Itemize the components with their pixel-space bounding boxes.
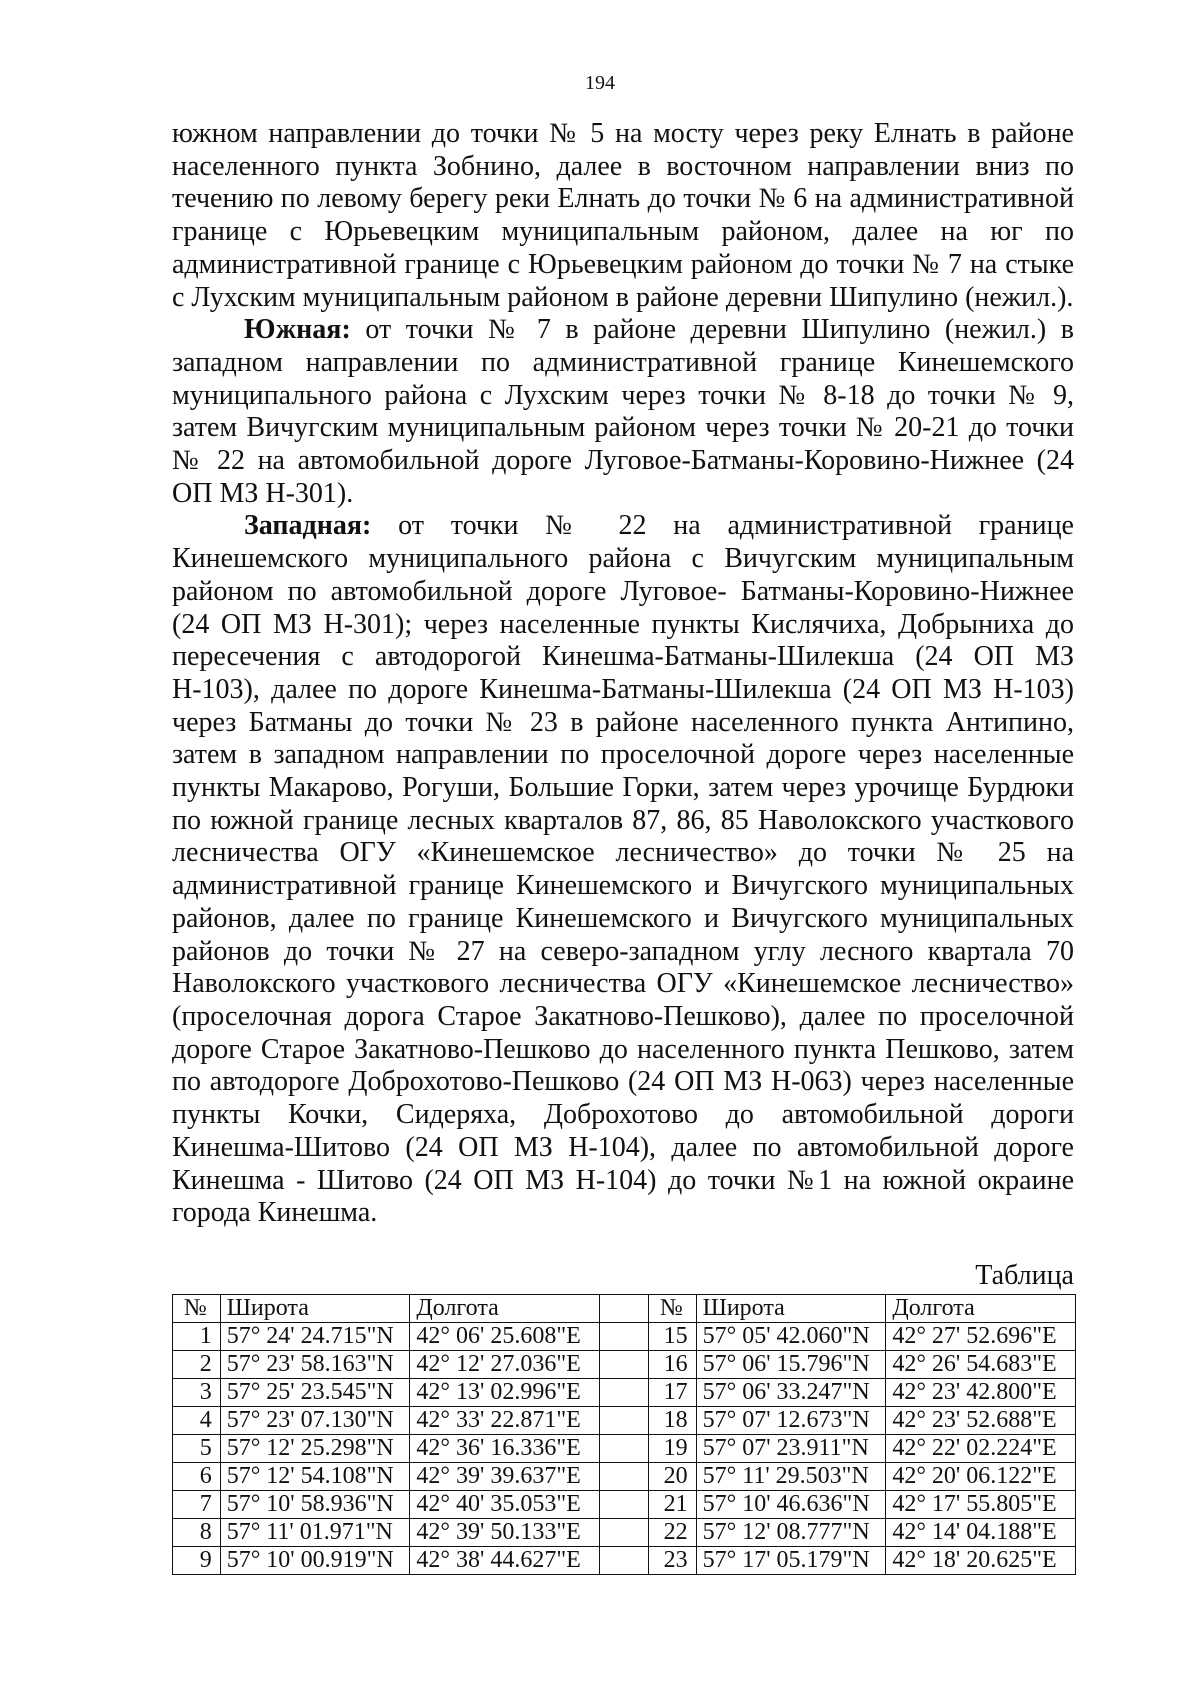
cell-number: 21 bbox=[648, 1491, 696, 1519]
cell-gap bbox=[600, 1351, 649, 1379]
cell-longitude: 42° 14' 04.188"E bbox=[886, 1519, 1076, 1547]
header-number: № bbox=[173, 1295, 221, 1323]
cell-number: 23 bbox=[648, 1547, 696, 1575]
cell-number: 5 bbox=[173, 1435, 221, 1463]
paragraph-continuation bbox=[172, 118, 1074, 314]
coordinates-table bbox=[172, 1294, 1076, 1575]
cell-latitude: 57° 23' 58.163"N bbox=[220, 1351, 410, 1379]
table-row bbox=[173, 1491, 1076, 1519]
header-number: № bbox=[648, 1295, 696, 1323]
cell-longitude: 42° 40' 35.053"E bbox=[410, 1491, 600, 1519]
paragraph-text: от точки № 22 на административной границе Кинешемского муниципального района с Вичугским муниципальным районом по автомобильной дороге Луговое- Батманы-Коровино-Нижнее (24 ОП МЗ Н-301); через населенные пункты Кислячиха, Добрыниха до пересечения с автодорогой Кинешма-Батманы-Шилекша (24 ОП МЗ Н-103), далее по дороге Кинешма-Батманы-Шилекша (24 ОП МЗ Н-103) через Батманы до точки № 23 в районе населенного пункта Антипино, затем в западном направлении по проселочной дороге через населенные пункты Макарово, Рогуши, Большие Горки, затем через урочище Бурдюки по южной границе лесных кварталов 87, 86, 85 Наволокского участкового лесничества ОГУ «Кинешемское лесничество» до точки № 25 на административной границе Кинешемского и Вичугского муниципальных районов, далее по границе Кинешемского и Вичугского муниципальных районов до точки № 27 на северо-западном углу лесного квартала 70 Наволокского участкового лесничества ОГУ «Кинешемское лесничество» (проселочная дорога Старое Закатново-Пешково), далее по проселочной дороге Старое Закатново-Пешково до населенного пункта Пешково, затем по автодороге Доброхотово-Пешково (24 ОП МЗ Н-063) через населенные пункты Кочки, Сидеряха, Доброхотово до автомобильной дороги Кинешма-Шитово (24 ОП МЗ Н-104), далее по автомобильной дороге Кинешма - Шитово (24 ОП МЗ Н-104) до точки №1 на южной окраине города Кинешма. bbox=[172, 510, 1074, 1229]
cell-latitude: 57° 07' 12.673"N bbox=[696, 1407, 886, 1435]
cell-longitude: 42° 23' 52.688"E bbox=[886, 1407, 1076, 1435]
cell-longitude: 42° 17' 55.805"E bbox=[886, 1491, 1076, 1519]
cell-number: 1 bbox=[173, 1323, 221, 1351]
cell-latitude: 57° 12' 25.298"N bbox=[220, 1435, 410, 1463]
cell-latitude: 57° 11' 29.503"N bbox=[696, 1463, 886, 1491]
cell-number: 9 bbox=[173, 1547, 221, 1575]
cell-gap bbox=[600, 1519, 649, 1547]
cell-number: 6 bbox=[173, 1463, 221, 1491]
cell-latitude: 57° 17' 05.179"N bbox=[696, 1547, 886, 1575]
cell-gap bbox=[600, 1323, 649, 1351]
cell-longitude: 42° 18' 20.625"E bbox=[886, 1547, 1076, 1575]
cell-number: 8 bbox=[173, 1519, 221, 1547]
cell-latitude: 57° 07' 23.911"N bbox=[696, 1435, 886, 1463]
cell-longitude: 42° 38' 44.627"E bbox=[410, 1547, 600, 1575]
section-heading-south: Южная: bbox=[244, 314, 351, 346]
document-body bbox=[172, 118, 1074, 1230]
header-latitude: Широта bbox=[696, 1295, 886, 1323]
cell-latitude: 57° 23' 07.130"N bbox=[220, 1407, 410, 1435]
paragraph-south bbox=[172, 314, 1074, 510]
cell-number: 2 bbox=[173, 1351, 221, 1379]
table-row bbox=[173, 1519, 1076, 1547]
cell-longitude: 42° 20' 06.122"E bbox=[886, 1463, 1076, 1491]
cell-latitude: 57° 10' 46.636"N bbox=[696, 1491, 886, 1519]
cell-number: 15 bbox=[648, 1323, 696, 1351]
cell-longitude: 42° 12' 27.036"E bbox=[410, 1351, 600, 1379]
cell-number: 20 bbox=[648, 1463, 696, 1491]
cell-gap bbox=[600, 1379, 649, 1407]
cell-number: 4 bbox=[173, 1407, 221, 1435]
cell-longitude: 42° 39' 50.133"E bbox=[410, 1519, 600, 1547]
cell-number: 7 bbox=[173, 1491, 221, 1519]
cell-number: 19 bbox=[648, 1435, 696, 1463]
cell-longitude: 42° 33' 22.871"E bbox=[410, 1407, 600, 1435]
header-longitude: Долгота bbox=[410, 1295, 600, 1323]
cell-longitude: 42° 23' 42.800"E bbox=[886, 1379, 1076, 1407]
cell-number: 3 bbox=[173, 1379, 221, 1407]
table-row bbox=[173, 1435, 1076, 1463]
cell-latitude: 57° 10' 00.919"N bbox=[220, 1547, 410, 1575]
cell-number: 18 bbox=[648, 1407, 696, 1435]
cell-latitude: 57° 12' 54.108"N bbox=[220, 1463, 410, 1491]
cell-longitude: 42° 39' 39.637"E bbox=[410, 1463, 600, 1491]
cell-longitude: 42° 06' 25.608"E bbox=[410, 1323, 600, 1351]
header-latitude: Широта bbox=[220, 1295, 410, 1323]
cell-longitude: 42° 27' 52.696"E bbox=[886, 1323, 1076, 1351]
cell-longitude: 42° 22' 02.224"E bbox=[886, 1435, 1076, 1463]
cell-latitude: 57° 24' 24.715"N bbox=[220, 1323, 410, 1351]
cell-gap bbox=[600, 1463, 649, 1491]
cell-gap bbox=[600, 1547, 649, 1575]
table-body bbox=[173, 1323, 1076, 1575]
table-row bbox=[173, 1407, 1076, 1435]
cell-latitude: 57° 11' 01.971"N bbox=[220, 1519, 410, 1547]
table-header-row bbox=[173, 1295, 1076, 1323]
cell-latitude: 57° 25' 23.545"N bbox=[220, 1379, 410, 1407]
header-longitude: Долгота bbox=[886, 1295, 1076, 1323]
table-caption: Таблица bbox=[975, 1260, 1074, 1291]
cell-gap bbox=[600, 1491, 649, 1519]
table-row bbox=[173, 1463, 1076, 1491]
cell-gap bbox=[600, 1435, 649, 1463]
cell-number: 22 bbox=[648, 1519, 696, 1547]
header-gap bbox=[600, 1295, 649, 1323]
table-row bbox=[173, 1323, 1076, 1351]
cell-latitude: 57° 06' 33.247"N bbox=[696, 1379, 886, 1407]
paragraph-text: южном направлении до точки № 5 на мосту через реку Елнать в районе населенного пункта Зобнино, далее в восточном направлении вниз по течению по левому берегу реки Елнать до точки № 6 на административной границе с Юрьевецким муниципальным районом, далее на юг по административной границе с Юрьевецким районом до точки № 7 на стыке с Лухским муниципальным районом в районе деревни Шипулино (нежил.). bbox=[172, 118, 1074, 313]
paragraph-west bbox=[172, 510, 1074, 1229]
cell-longitude: 42° 36' 16.336"E bbox=[410, 1435, 600, 1463]
cell-longitude: 42° 13' 02.996"E bbox=[410, 1379, 600, 1407]
section-heading-west: Западная: bbox=[244, 510, 372, 542]
cell-number: 16 bbox=[648, 1351, 696, 1379]
cell-latitude: 57° 12' 08.777"N bbox=[696, 1519, 886, 1547]
cell-latitude: 57° 10' 58.936"N bbox=[220, 1491, 410, 1519]
cell-number: 17 bbox=[648, 1379, 696, 1407]
table-row bbox=[173, 1547, 1076, 1575]
paragraph-text: от точки № 7 в районе деревни Шипулино (нежил.) в западном направлении по административной границе Кинешемского муниципального района с Лухским через точки № 8-18 до точки № 9, затем Вичугским муниципальным районом через точки № 20-21 до точки № 22 на автомобильной дороге Луговое-Батманы-Коровино-Нижнее (24 ОП МЗ Н-301). bbox=[172, 314, 1074, 509]
cell-longitude: 42° 26' 54.683"E bbox=[886, 1351, 1076, 1379]
table-row bbox=[173, 1379, 1076, 1407]
cell-latitude: 57° 05' 42.060"N bbox=[696, 1323, 886, 1351]
cell-latitude: 57° 06' 15.796"N bbox=[696, 1351, 886, 1379]
table-row bbox=[173, 1351, 1076, 1379]
page-number: 194 bbox=[585, 72, 615, 94]
cell-gap bbox=[600, 1407, 649, 1435]
